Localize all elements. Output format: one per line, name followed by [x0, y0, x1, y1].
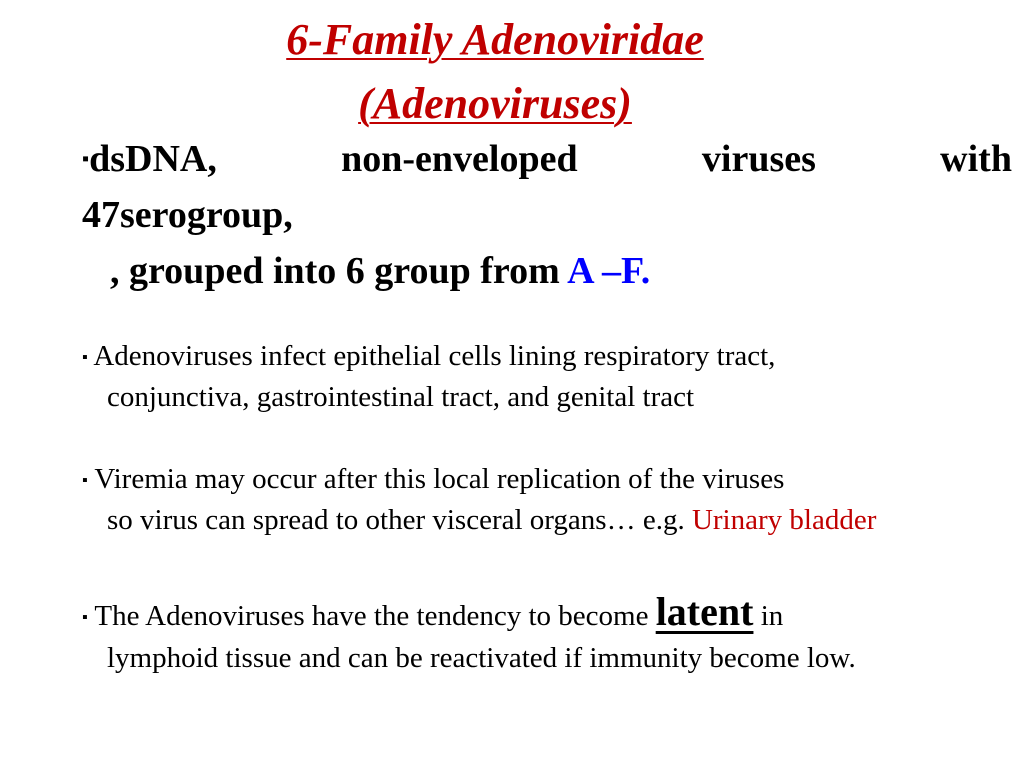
bullet1-line3: [110, 248, 650, 294]
bullet1-line3-text: , grouped into 6 group from: [110, 250, 560, 292]
bullet-square-icon: ▪: [82, 472, 88, 489]
bullet1-word-4: with: [940, 138, 1012, 180]
bullet1-line1: [82, 136, 1012, 182]
bullet1-line2: 47serogroup,: [82, 194, 293, 236]
slide-title-line2: (Adenoviruses): [358, 79, 632, 128]
bullet2-text: Adenoviruses infect epithelial cells lining respiratory tract,: [93, 340, 776, 372]
bullet4-text: The Adenoviruses have the tendency to become: [94, 600, 649, 632]
bullet1-word-2: non-enveloped: [341, 138, 578, 180]
bullet3-line1: [82, 461, 784, 499]
slide-title-line1: 6-Family Adenoviridae: [286, 15, 704, 64]
bullet1-group-range: A –F.: [567, 250, 651, 292]
bullet3-example-organ: Urinary bladder: [691, 504, 877, 536]
bullet1-word-3: viruses: [701, 138, 816, 180]
bullet-square-icon: ▪: [82, 148, 90, 170]
bullet2-line1: [82, 338, 775, 376]
bullet4-line1: [82, 589, 784, 636]
bullet3-text: Viremia may occur after this local replication of the viruses: [94, 463, 785, 495]
bullet2-line2: conjunctiva, gastrointestinal tract, and genital tract: [107, 381, 695, 413]
bullet-square-icon: ▪: [82, 609, 88, 626]
bullet1-word-1: dsDNA,: [89, 138, 217, 180]
bullet1-first-word: [82, 136, 217, 182]
bullet4-latent-emphasis: latent: [655, 589, 754, 634]
bullet4-text-suffix: in: [760, 600, 784, 632]
bullet3-line2-text: so virus can spread to other visceral organs… e.g.: [107, 504, 685, 536]
bullet-square-icon: ▪: [82, 349, 88, 366]
bullet3-line2: [107, 502, 876, 538]
bullet4-line2: lymphoid tissue and can be reactivated if immunity become low.: [107, 642, 856, 674]
